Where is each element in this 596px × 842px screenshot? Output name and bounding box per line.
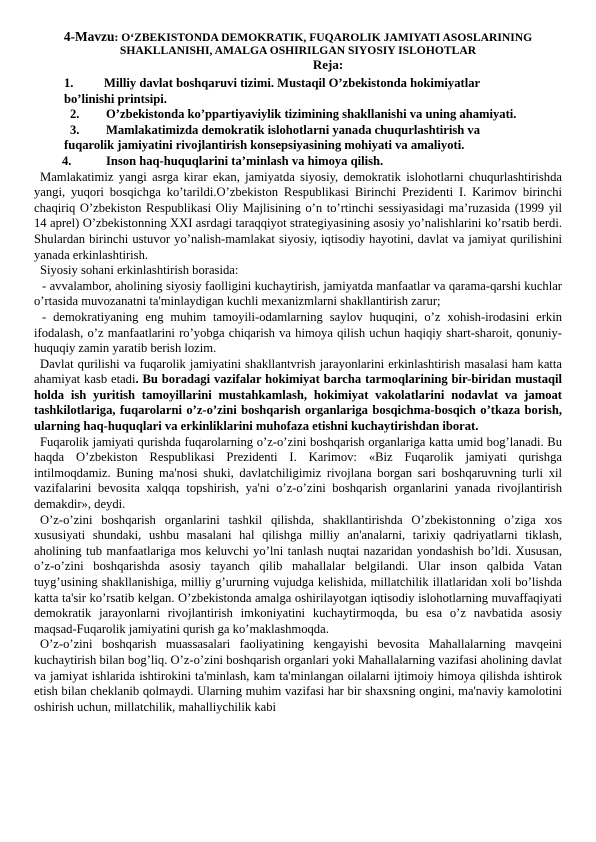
plan-item-4: [34, 154, 562, 170]
topic-title: [34, 30, 562, 57]
plan-item-1: [34, 76, 562, 92]
plan-item-text: Inson haq-huquqlarini ta’minlash va himoya qilish.: [106, 153, 384, 168]
plan-item-3: [34, 123, 562, 139]
topic-number: 4-Mavzu: [63, 29, 115, 44]
plan-item-text: Milliy davlat boshqaruvi tizimi. Mustaqil O’zbekistonda hokimiyatlar: [104, 76, 481, 90]
plan-item-number: 3.: [70, 122, 80, 137]
plan-item-number: 1.: [64, 76, 74, 90]
body-paragraph-4: - demokratiyaning eng muhim tamoyili-odamlarning saylov huquqini, o’z xohish-irodasini erkin ifodalash, o’z manfaatlarini ro’yobga chiqarish va himoya qilish uchun haqiqiy shart-sharoit, qonuniy-huquqiy zamin yaratib berish lozim.: [34, 309, 562, 356]
body-paragraph-3: - avvalambor, aholining siyosiy faolligini kuchaytirish, jamiyatda manfaatlar va qarama-qarshi kuchlar o’rtasida muvozanatni ta'minlaydigan kuchli mexanizmlarni shakllantirish zarur;: [34, 278, 562, 309]
plan-item-text: Mamlakatimizda demokratik islohotlarni yanada chuqurlashtirish va: [106, 122, 481, 137]
plan-item-2: [34, 107, 562, 123]
plan-item-1-cont: bo’linishi printsipi.: [64, 91, 167, 106]
plan-list: [34, 76, 562, 170]
plan-heading: Reja:: [312, 57, 344, 72]
paragraph-5-bold: . Bu boradagi vazifalar hokimiyat barcha tarmoqlarining bir-biridan mustaqil holda ish yuritish tamoyillarini mustahkamlash, hokimiyat vakolatlarini nodavlat va jamoat tashkilotlariga, fuqarolarni o’z-o’zini boshqarish organlariga bosqichma-bosqich o’tkaza borish, ularning haq-huquqlari va erkinliklarini muhofaza etishni kuchaytirishdan iborat.: [34, 372, 563, 434]
body-paragraph-5: [34, 357, 562, 435]
plan-item-text: O’zbekistonda ko’ppartiyaviylik tizimining shakllanishi va uning ahamiyati.: [106, 107, 517, 122]
plan-item-number: 2.: [70, 107, 80, 122]
body-paragraph-2: Siyosiy sohani erkinlashtirish borasida:: [40, 263, 239, 278]
body-paragraph-1: Mamlakatimiz yangi asrga kirar ekan, jamiyatda siyosiy, demokratik islohotlarni chuqurlashtirishda yangi, yuqori bosqichga ko’tarildi.O’zbekiston Respublikasi Birinchi Prezidenti I. Karimov birinchi chaqiriq O’zbekiston Respublikasi Oliy Majlisining o’n to’rtinchi sessiyasidagi ma’ruzasida (1999 yil 14 aprel) O’zbekistonning XXI asrdagi taraqqiyot strategiyasining asosiy yo’nalishlarini ko’rsatib berdi. Shulardan birinchi ustuvor yo’nalish-mamlakat siyosiy, iqtisodiy hayotini, davlat va jamiyat qurilishini yanada erkinlashtirish.: [34, 169, 562, 262]
topic-title-text: : O‘ZBEKISTONDA DEMOKRATIK, FUQAROLIK JAMIYATI ASOSLARINING: [114, 31, 533, 44]
plan-item-3-cont: fuqarolik jamiyatini rivojlantirish konsepsiyasining mohiyati va amaliyoti.: [64, 138, 465, 153]
topic-title-line1: [34, 30, 562, 44]
body-paragraph-8: O’z-o’zini boshqarish muassasalari faoliyatining kengayishi bevosita Mahallalarning mavqeini kuchaytirish bilan bog’liq. O’z-o’zini boshqarish organlari yoki Mahallalarning vazifasi aholining davlat va jamiyat ishlarida ishtirokini ta'minlash, kam ta'minlangan oilalarni ijtimoiy himoya qilishda ishtirok etish bilan cheklanib qolmaydi. Ularning muhim vazifasi har bir shaxsning ongini, ma'naviy kamolotini oshirish uchun, millatchilik, mahalliychilik kabi: [34, 637, 562, 714]
paragraph-5-plain: Davlat qurilishi va fuqarolik jamiyatini shakllantvrish jarayonlarini erkinlashtirish masalasi ham katta ahamiyat kasb etadi: [34, 356, 562, 387]
topic-title-line2: SHAKLLANISHI, AMALGA OSHIRILGAN SIYOSIY ISLOHOTLAR: [119, 44, 477, 57]
body-paragraph-7: O’z-o’zini boshqarish organlarini tashkil qilishda, shakllantirishda O’zbekistonning o’ziga xos xususiyati shundaki, ushbu masalani hal qilishga milliy an'analarni, tarixiy qadriyatlarni tiklash, aholining tub manfaatlariga mos keluvchi yo’lni tanlash nuqtai nazaridan yondashish bo’ldi. Xususan, o’z-o’zini boshqarishda asosiy tayanch qilib mahallalar belgilandi. Ular inson qalbida Vatan tuyg’usining shakllanishiga, milliy g’ururning vujudga kelishida, millatchilik illatlaridan xoli bo’lishda katta ta'sir ko’rsatib kelgan. O’zbekistonda amalga oshirilayotgan iqtisodiy islohotlarning muvaffaqiyati demokratik jarayonlarni rivojlantirish imkoniyatini kuchaytirmoqda, bu esa o’z navbatida asosiy maqsad-Fuqarolik jamiyatini qurish ga ko’maklashmoqda.: [34, 512, 562, 636]
plan-item-number: 4.: [62, 153, 72, 168]
body-paragraph-6: Fuqarolik jamiyati qurishda fuqarolarning o’z-o’zini boshqarish organlariga katta umid bog’lanadi. Bu haqda O’zbekiston Respublikasi Prezidenti I. Karimov: «Biz Fuqarolik jamiyati qurishga intilmoqdamiz. Buning ma'nosi shuki, davlatchiligimiz rivojlana borgan sari boshqaruvning turli xil vazifalarini bevosita xalqqa topshirish, ya'ni o’z-o’zini boshqarish organlarini yanada rivojlantirish demakdir», deydi.: [34, 434, 562, 512]
